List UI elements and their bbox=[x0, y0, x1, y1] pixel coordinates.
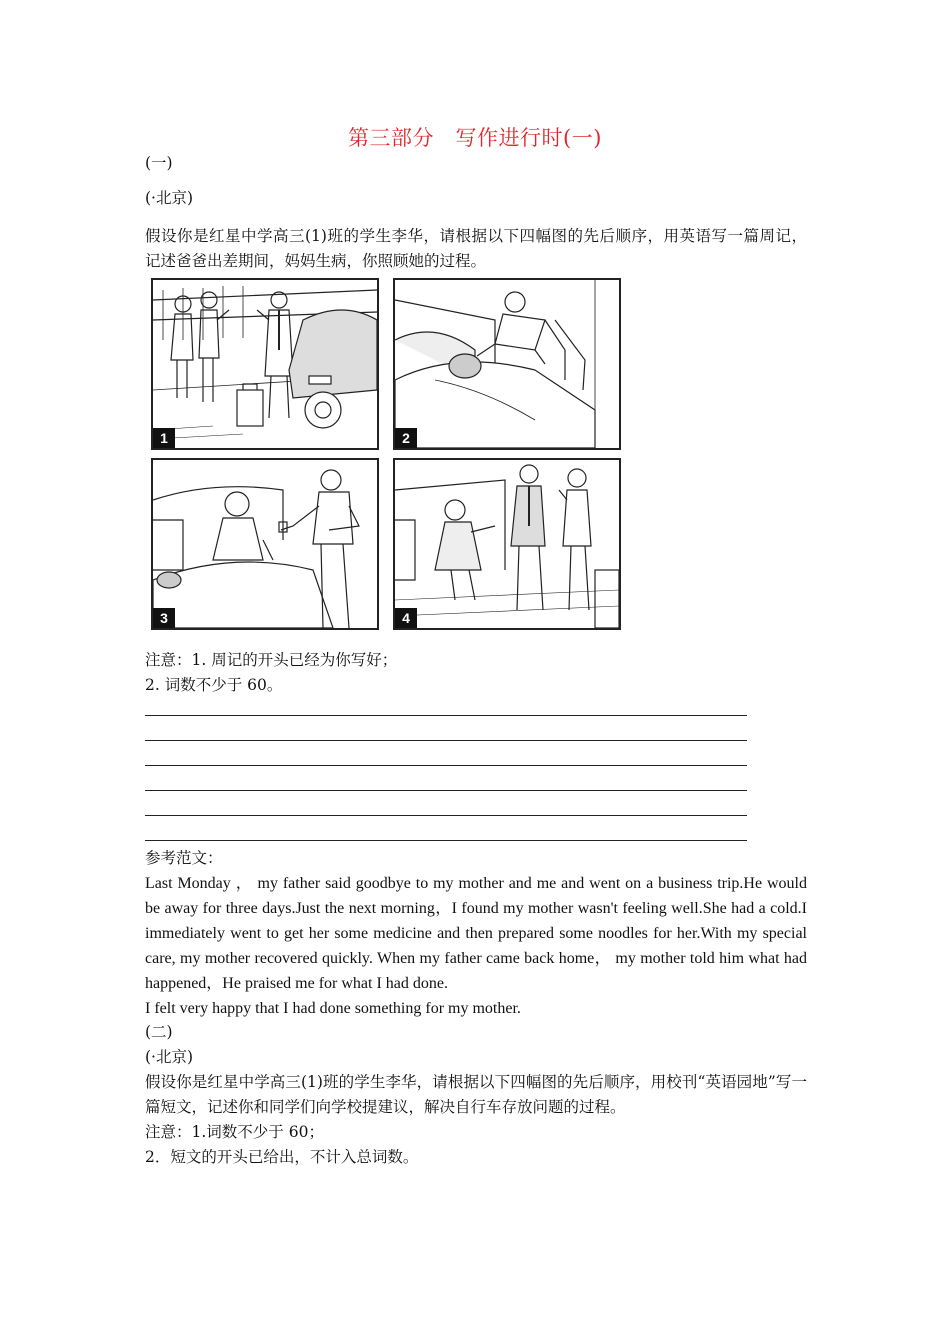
section2-prompt: 假设你是红星中学高三(1)班的学生李华，请根据以下四幅图的先后顺序，用校刊“英语园地”写一篇短文，记述你和同学们向学校提建议，解决自行车存放问题的过程。 bbox=[145, 1073, 807, 1116]
answer-line bbox=[145, 815, 747, 816]
panel-number: 3 bbox=[153, 608, 175, 628]
section2-note-1: 注意：1.词数不少于 60； bbox=[145, 1123, 324, 1141]
sample-essay-label: 参考范文： bbox=[145, 849, 223, 867]
illustration-panel-4 bbox=[393, 458, 621, 630]
illustration-panel-3 bbox=[151, 458, 379, 630]
answer-line bbox=[145, 840, 747, 841]
section1-source: (·北京) bbox=[145, 189, 194, 207]
panel-number: 1 bbox=[153, 428, 175, 448]
section1-label: (一) bbox=[145, 154, 173, 172]
note-line-1: 注意：1. 周记的开头已经为你写好； bbox=[145, 651, 398, 669]
panel-number: 2 bbox=[395, 428, 417, 448]
sample-essay-paragraph-2: I felt very happy that I had done something for my mother. bbox=[145, 1000, 521, 1017]
panel-number: 4 bbox=[395, 608, 417, 628]
sick-mother-illustration bbox=[395, 280, 619, 448]
farewell-illustration bbox=[153, 280, 377, 448]
section2-source: (·北京) bbox=[145, 1048, 194, 1066]
section1-prompt: 假设你是红星中学高三(1)班的学生李华，请根据以下四幅图的先后顺序，用英语写一篇周记， 记述爸爸出差期间，妈妈生病，你照顾她的过程。 bbox=[145, 227, 807, 270]
illustration-panel-2 bbox=[393, 278, 621, 450]
answer-line bbox=[145, 740, 747, 741]
page-title: 第三部分 写作进行时(一) bbox=[348, 126, 602, 150]
section2-note-2: 2．短文的开头已给出，不计入总词数。 bbox=[145, 1148, 419, 1166]
answer-line bbox=[145, 765, 747, 766]
section2-label: (二) bbox=[145, 1023, 173, 1041]
father-returns-illustration bbox=[395, 460, 619, 628]
sample-essay-paragraph-1: Last Monday ， my father said goodbye to my mother and me and went on a business trip.He would be away for three days.Just the next morning，I found my mother wasn't feeling well.She had a cold.I immediately went to get her some medicine and then prepared some noodles for her.With my special care, my mother recovered quickly. When my father came back home， my mother told him what had happened，He praised me for what I had done. bbox=[145, 875, 807, 992]
bringing-medicine-illustration bbox=[153, 460, 377, 628]
note-line-2: 2. 词数不少于 60。 bbox=[145, 676, 283, 694]
answer-line bbox=[145, 790, 747, 791]
answer-line bbox=[145, 715, 747, 716]
illustration-panel-1 bbox=[151, 278, 379, 450]
